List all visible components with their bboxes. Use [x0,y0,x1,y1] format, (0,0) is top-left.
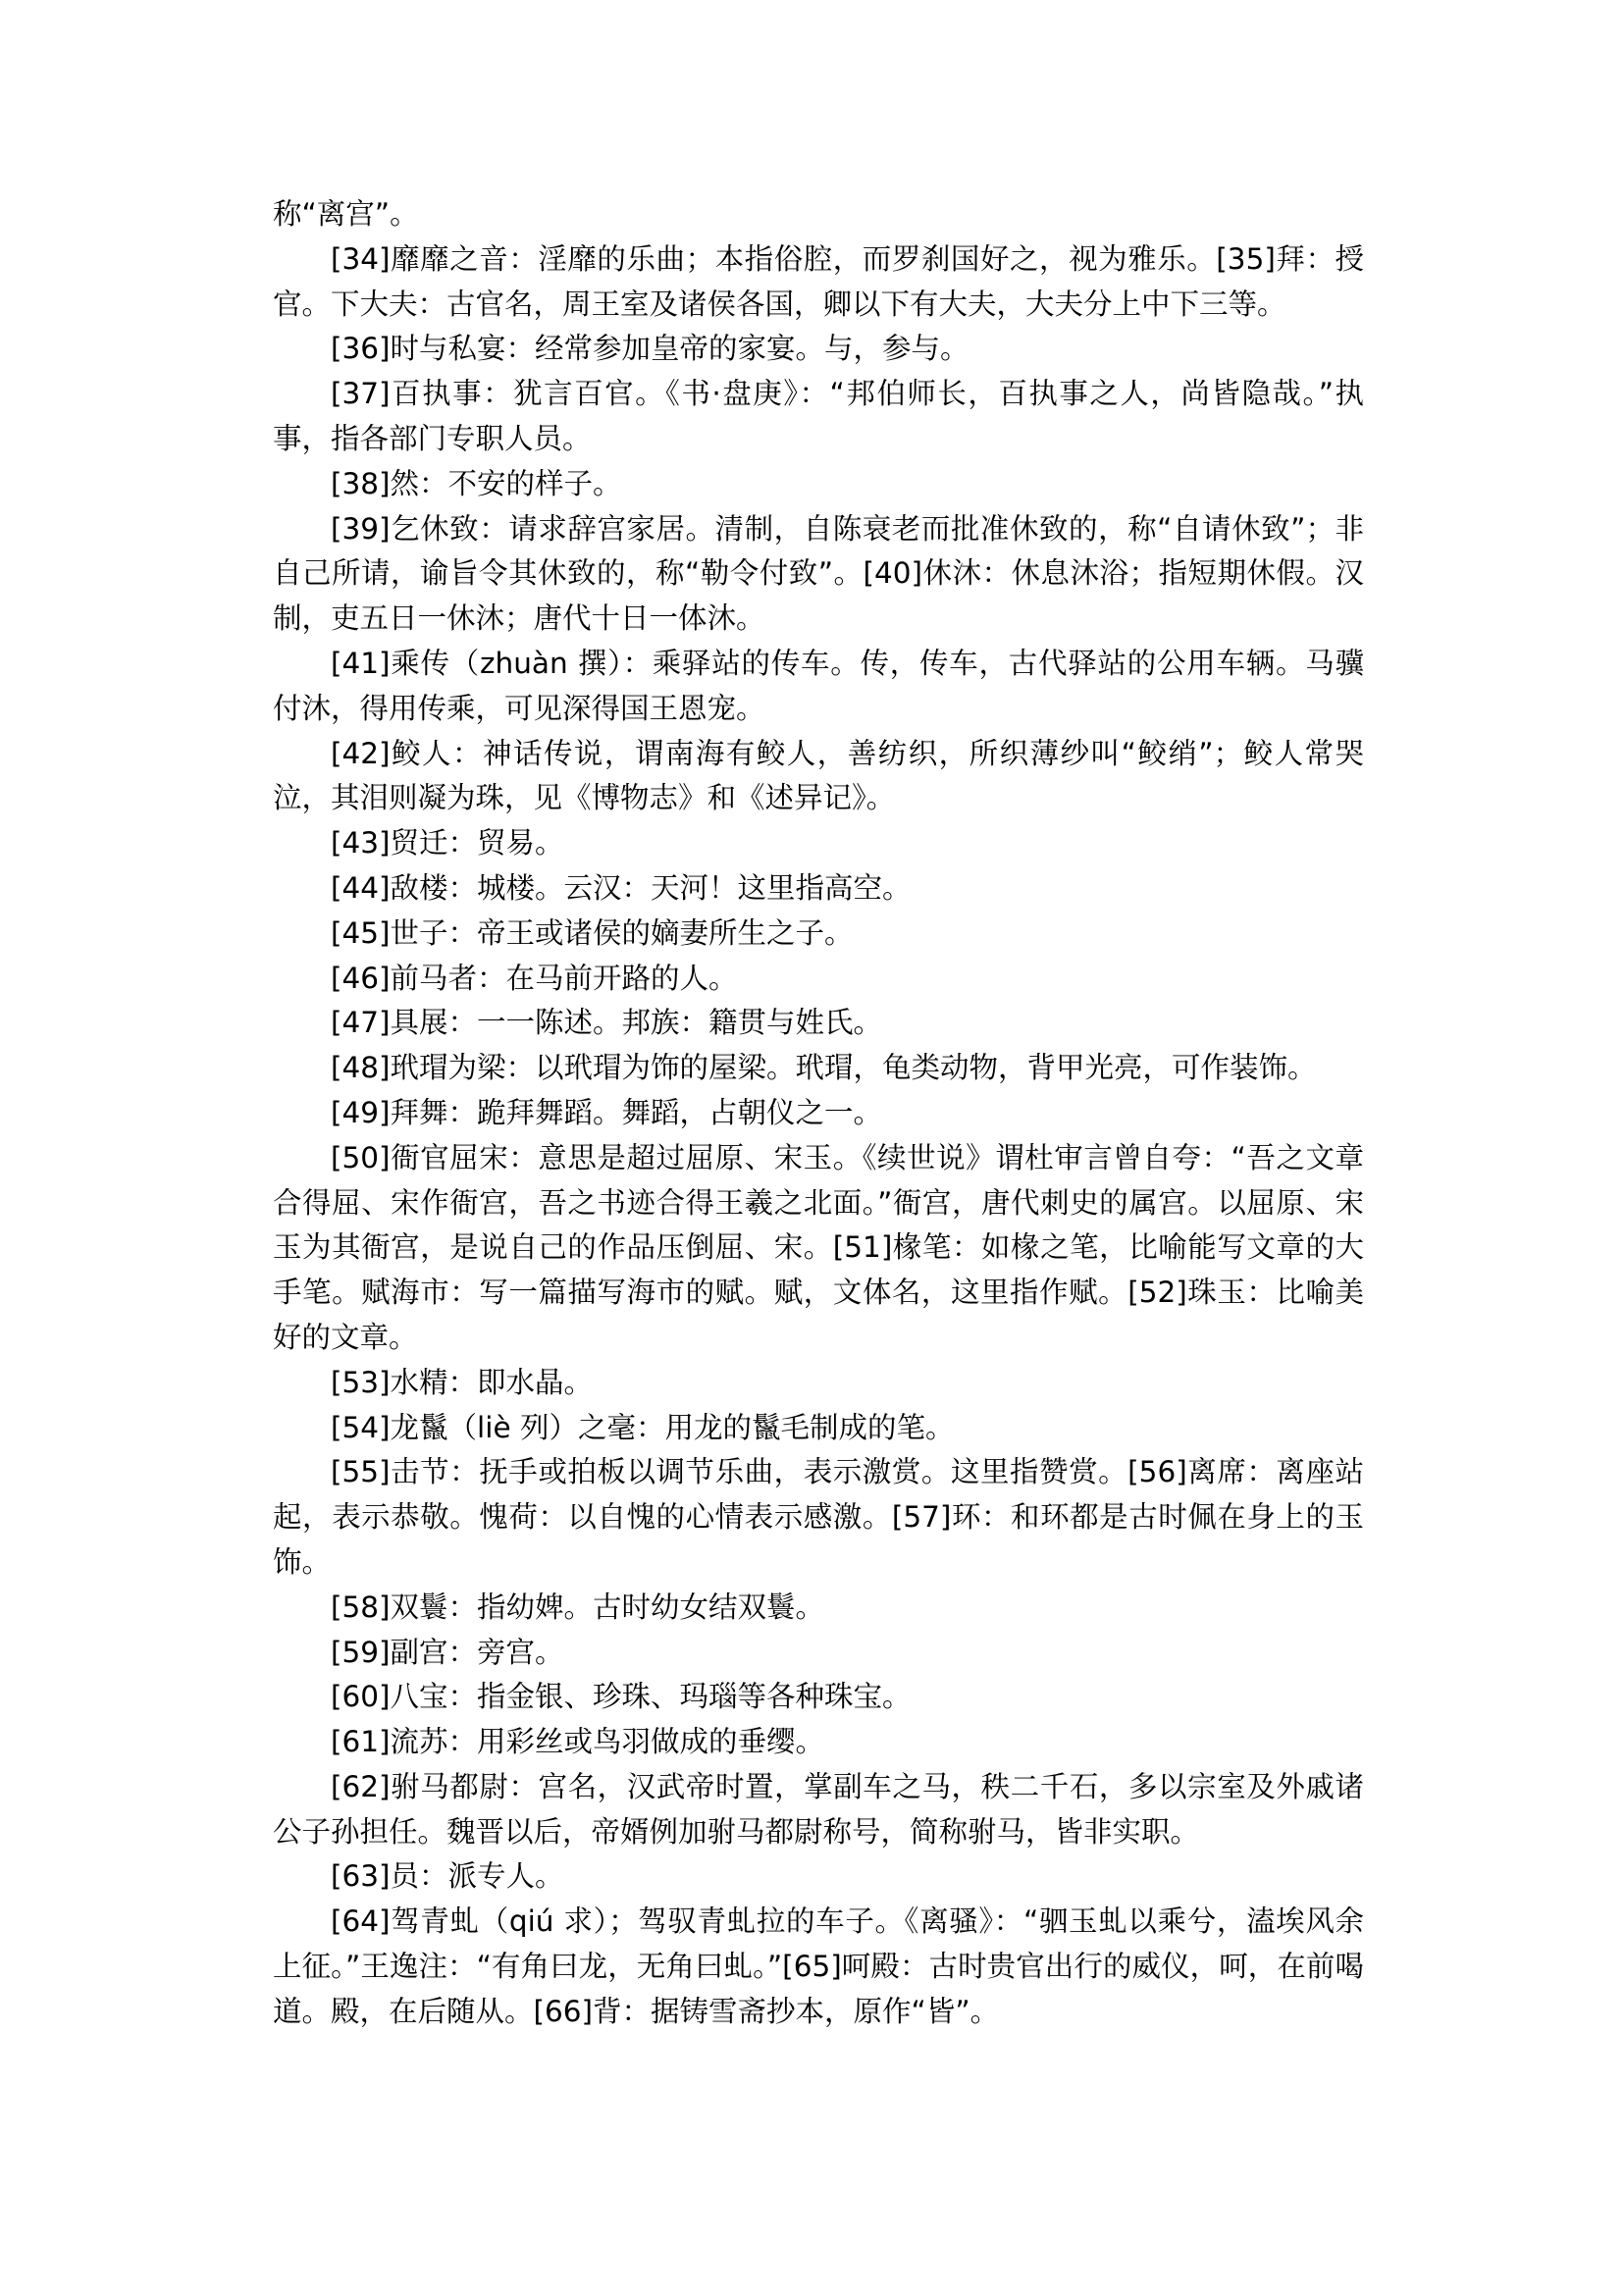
annotation-paragraph: [50]衙官屈宋：意思是超过屈原、宋玉。《续世说》谓杜审言曾自夸：“吾之文章合得屈、宋作衙宫，吾之书迹合得王羲之北面。”衙宫，唐代刺史的属宫。以屈原、宋玉为其衙宫，是说自己的作品压倒屈、宋。[51]椽笔：如椽之笔，比喻能写文章的大手笔。赋海市：写一篇描写海市的赋。赋，文体名，这里指作赋。[52]珠玉：比喻美好的文章。 [273,1140,1364,1354]
annotation-paragraph: [63]员：派专人。 [331,1859,564,1894]
annotation-paragraph: [48]玳瑁为梁：以玳瑁为饰的屋梁。玳瑁，龟类动物，背甲光亮，可作装饰。 [331,1051,1317,1085]
annotation-paragraph: [46]前马者：在马前开路的人。 [331,961,738,995]
annotation-paragraph: [54]龙鬣（liè 列）之毫：用龙的鬣毛制成的笔。 [331,1410,955,1444]
annotation-paragraph: [37]百执事：犹言百官。《书·盘庚》：“邦伯师长，百执事之人，尚皆隐哉。”执事，指各部门专职人员。 [273,377,1364,455]
annotation-paragraph: [62]驸马都尉：宫名，汉武帝时置，掌副车之马，秩二千石，多以宗室及外戚诸公子孙担任。魏晋以后，帝婿例加驸马都尉称号，简称驸马，皆非实职。 [273,1769,1364,1849]
document-body [273,192,1364,2035]
annotation-paragraph: [36]时与私宴：经常参加皇帝的家宴。与，参与。 [331,332,969,366]
annotation-paragraph: [60]八宝：指金银、珍珠、玛瑙等各种珠宝。 [331,1680,912,1714]
annotation-paragraph: [49]拜舞：跪拜舞蹈。舞蹈，占朝仪之一。 [331,1095,883,1129]
annotation-paragraph: [64]驾青虬（qiú 求）；驾驭青虬拉的车子。《离骚》：“驷玉虬以乘兮，溘埃风余上征。”王逸注：“有角曰龙，无角曰虬。”[65]呵殿：古时贵官出行的威仪，呵，在前喝道。殿，在后随从。[66]背：据铸雪斋抄本，原作“皆”。 [273,1904,1364,2028]
annotation-paragraph: [53]水精：即水晶。 [331,1365,594,1399]
annotation-paragraph: [61]流苏：用彩丝或鸟羽做成的垂缨。 [331,1725,825,1759]
annotation-paragraph: [34]靡靡之音：淫靡的乐曲；本指俗腔，而罗刹国好之，视为雅乐。[35]拜：授官。下大夫：古官名，周王室及诸侯各国，卿以下有大夫，大夫分上中下三等。 [273,241,1364,321]
annotation-paragraph: 称“离宫”。 [273,197,419,231]
annotation-paragraph: [39]乞休致：请求辞宫家居。清制，自陈衰老而批准休致的，称“自请休致”；非自己所请，谕旨令其休致的，称“勒令付致”。[40]休沐：休息沐浴；指短期休假。汉制，吏五日一休沐；唐代十日一体沐。 [273,511,1364,636]
annotation-paragraph: [45]世子：帝王或诸侯的嫡妻所生之子。 [331,915,854,950]
annotation-paragraph: [59]副宫：旁宫。 [331,1635,564,1669]
annotation-paragraph: [44]敌楼：城楼。云汉：天河！这里指高空。 [331,870,912,905]
annotation-paragraph: [38]然：不安的样子。 [331,466,622,500]
annotation-paragraph: [43]贸迁：贸易。 [331,826,564,860]
annotation-paragraph: [58]双鬟：指幼婢。古时幼女结双鬟。 [331,1590,825,1624]
annotation-paragraph: [42]鲛人：神话传说，谓南海有鲛人，善纺织，所织薄纱叫“鲛绡”；鲛人常哭泣，其泪则凝为珠，见《博物志》和《述异记》。 [273,736,1364,815]
annotation-paragraph: [47]具展：一一陈述。邦族：籍贯与姓氏。 [331,1006,883,1040]
annotation-paragraph: [55]击节：抚手或拍板以调节乐曲，表示激赏。这里指赞赏。[56]离席：离座站起，表示恭敬。愧荷：以自愧的心情表示感激。[57]环：和环都是古时佩在身上的玉饰。 [273,1455,1364,1579]
annotation-paragraph: [41]乘传（zhuàn 撰）：乘驿站的传车。传，传车，古代驿站的公用车辆。马骥付沐，得用传乘，可见深得国王恩宠。 [273,646,1364,725]
